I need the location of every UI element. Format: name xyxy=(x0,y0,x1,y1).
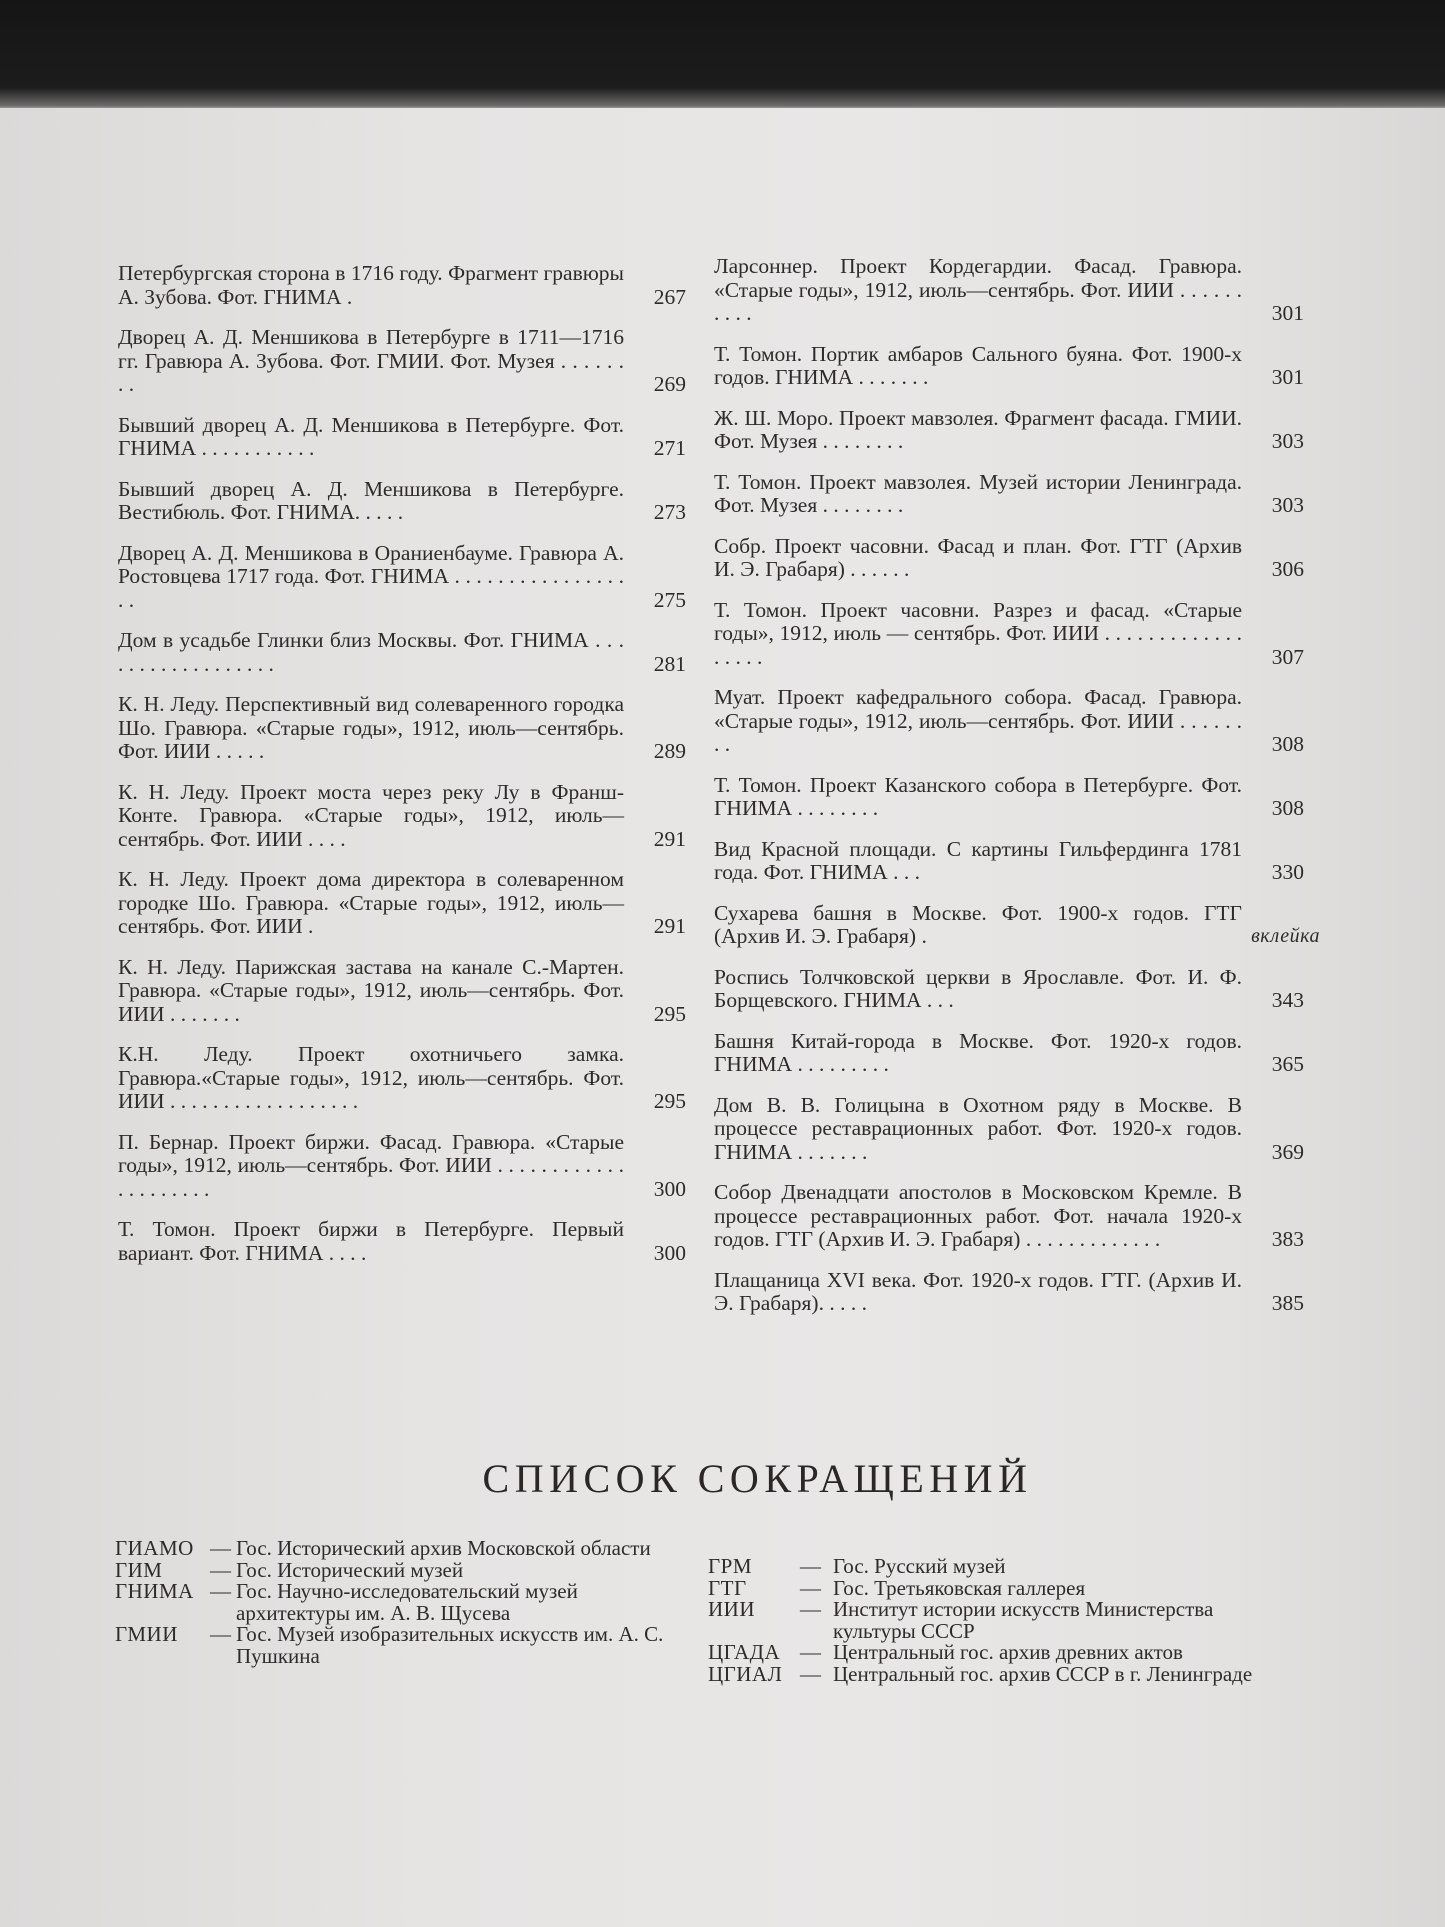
entry-page: 295 xyxy=(653,1089,686,1113)
list-item xyxy=(714,343,1304,390)
entry-text: Дом в усадьбе Глинки близ Москвы. Фот. ГНИМА . . . . . . . . . . . . . . . . . . xyxy=(118,628,624,676)
abbreviation-row xyxy=(708,1642,1298,1664)
entry-page: 273 xyxy=(653,500,686,524)
entry-text: Дворец А. Д. Меншикова в Ораниенбауме. Гравюра А. Ростовцева 1717 года. Фот. ГНИМА . . . . . . . . . . . . . . . . . . xyxy=(118,540,624,612)
entry-text: К. Н. Леду. Перспективный вид солеваренного городка Шо. Гравюра. «Старые годы», 1912, июль—сентябрь. Фот. ИИИ . . . . . xyxy=(118,692,624,763)
entry-page: 267 xyxy=(653,284,686,309)
list-item xyxy=(118,262,686,309)
abbreviation-description: Гос. Русский музей xyxy=(833,1554,1006,1578)
list-item xyxy=(714,1269,1304,1316)
entry-text: Ларсоннер. Проект Кордегардии. Фасад. Гравюра. «Старые годы», 1912, июль—сентябрь. Фот. ИИИ . . . . . . . . . . xyxy=(714,254,1242,325)
entry-text: Т. Томон. Проект мавзолея. Музей истории Ленинграда. Фот. Музея . . . . . . . . xyxy=(714,469,1242,517)
abbreviation-code: ИИИ xyxy=(708,1597,755,1621)
abbreviation-code: ГТГ xyxy=(708,1575,747,1600)
entry-text: Сухарева башня в Москве. Фот. 1900-х годов. ГТГ (Архив И. Э. Грабаря) . xyxy=(714,900,1242,948)
abbreviation-code: ГИМ xyxy=(115,1557,163,1582)
abbreviation-row xyxy=(708,1661,1298,1686)
abbreviation-row xyxy=(115,1624,675,1667)
list-item xyxy=(714,774,1304,821)
abbreviation-code: ГРМ xyxy=(708,1554,752,1578)
abbreviation-row xyxy=(115,1581,675,1624)
entry-page: 307 xyxy=(1271,644,1304,669)
list-item xyxy=(118,693,686,764)
abbreviation-code: ЦГАДА xyxy=(708,1640,781,1664)
abbreviation-description: Гос. Третьяковская галлерея xyxy=(833,1575,1086,1600)
abbreviation-row xyxy=(708,1575,1298,1600)
entry-text: Вид Красной площади. С картины Гильфердинга 1781 года. Фот. ГНИМА . . . xyxy=(714,836,1242,884)
entry-page: 303 xyxy=(1271,493,1304,517)
list-item xyxy=(714,1094,1304,1165)
abbreviation-dash: — xyxy=(800,1640,821,1664)
list-item xyxy=(714,838,1304,885)
entry-page: 365 xyxy=(1271,1052,1304,1076)
entry-page: 291 xyxy=(653,826,686,851)
abbreviation-description: Гос. Исторический музей xyxy=(236,1557,464,1582)
entry-page: 300 xyxy=(653,1176,686,1201)
abbreviation-dash: — xyxy=(210,1557,231,1582)
abbreviation-dash: — xyxy=(210,1622,231,1646)
abbreviation-code: ЦГИАЛ xyxy=(708,1661,783,1686)
entry-page: 269 xyxy=(653,372,686,396)
entry-text: Бывший дворец А. Д. Меншикова в Петербурге. Вестибюль. Фот. ГНИМА. . . . . xyxy=(118,476,624,524)
entry-page: 301 xyxy=(1271,365,1304,389)
abbreviation-row xyxy=(708,1556,1298,1578)
entry-page: 301 xyxy=(1271,301,1304,325)
list-item xyxy=(714,1030,1304,1077)
entry-text: К. Н. Леду. Проект дома директора в солеваренном городке Шо. Гравюра. «Старые годы», 1912, июль—сентябрь. Фот. ИИИ . xyxy=(118,867,624,938)
entry-text: Башня Китай-города в Москве. Фот. 1920-х годов. ГНИМА . . . . . . . . . xyxy=(714,1028,1242,1076)
entry-page: вклейка xyxy=(1251,925,1320,947)
illustrations-list-right xyxy=(714,254,1320,1333)
entry-text: К. Н. Леду. Парижская застава на канале С.-Мартен. Гравюра. «Старые годы», 1912, июль—сентябрь. Фот. ИИИ . . . . . . . xyxy=(118,954,624,1026)
entry-text: Плащаница XVI века. Фот. 1920-х годов. ГТГ. (Архив И. Э. Грабаря). . . . . xyxy=(714,1267,1242,1315)
entry-text: Ж. Ш. Моро. Проект мавзолея. Фрагмент фасада. ГМИИ. Фот. Музея . . . . . . . . xyxy=(714,405,1242,453)
list-item xyxy=(118,868,686,939)
list-item xyxy=(714,407,1304,454)
entry-text: Дворец А. Д. Меншикова в Петербурге в 1711—1716 гг. Гравюра А. Зубова. Фот. ГМИИ. Фот. Музея . . . . . . . . xyxy=(118,325,624,396)
list-item xyxy=(714,255,1304,326)
entry-page: 291 xyxy=(653,914,686,938)
entry-text: Т. Томон. Проект часовни. Разрез и фасад. «Старые годы», 1912, июль — сентябрь. Фот. ИИИ . . . . . . . . . . . . . . . . . . xyxy=(714,597,1242,669)
list-item xyxy=(118,414,686,461)
entry-text: К.Н. Леду. Проект охотничьего замка. Гравюра.«Старые годы», 1912, июль—сентябрь. Фот. ИИИ . . . . . . . . . . . . . . . . . . xyxy=(118,1042,624,1113)
book-top-edge xyxy=(0,0,1445,112)
list-item xyxy=(118,542,686,613)
list-item xyxy=(118,956,686,1027)
list-item xyxy=(714,471,1304,518)
list-item xyxy=(118,478,686,525)
entry-text: Петербургская сторона в 1716 году. Фрагмент гравюры А. Зубова. Фот. ГНИМА . xyxy=(118,261,624,309)
abbreviations-list-left xyxy=(115,1538,675,1667)
list-item xyxy=(118,326,686,397)
entry-page: 275 xyxy=(653,587,686,612)
entry-text: П. Бернар. Проект биржи. Фасад. Гравюра. «Старые годы», 1912, июль—сентябрь. Фот. ИИИ . . . . . . . . . . . . . . . . . . . . . xyxy=(118,1129,624,1201)
entry-page: 369 xyxy=(1271,1139,1304,1164)
entry-text: Муат. Проект кафедрального собора. Фасад. Гравюра. «Старые годы», 1912, июль—сентябрь. Фот. ИИИ . . . . . . . . xyxy=(714,685,1242,756)
entry-page: 295 xyxy=(653,1001,686,1026)
abbreviation-description: Гос. Исторический архив Московской области xyxy=(236,1536,651,1560)
abbreviation-dash: — xyxy=(800,1554,821,1578)
list-item xyxy=(118,1043,686,1114)
entry-text: Собор Двенадцати апостолов в Московском Кремле. В процессе реставрационных работ. Фот. начала 1920-х годов. ГТГ (Архив И. Э. Грабаря) . . . . . . . . . . . . . xyxy=(714,1180,1242,1251)
entry-page: 308 xyxy=(1271,796,1304,820)
abbreviations-list-right xyxy=(708,1556,1298,1685)
abbreviation-description: Гос. Музей изобразительных искусств им. А. С. Пушкина xyxy=(236,1622,664,1668)
entry-page: 306 xyxy=(1271,557,1304,581)
entry-page: 303 xyxy=(1271,429,1304,453)
list-item xyxy=(118,1218,686,1265)
abbreviation-row xyxy=(115,1557,675,1582)
abbreviation-dash: — xyxy=(210,1536,231,1560)
list-item xyxy=(714,599,1304,670)
abbreviation-code: ГМИИ xyxy=(115,1622,178,1646)
entry-page: 385 xyxy=(1271,1291,1304,1315)
entry-text: Т. Томон. Проект биржи в Петербурге. Первый вариант. Фот. ГНИМА . . . . xyxy=(118,1217,624,1265)
abbreviation-code: ГНИМА xyxy=(115,1579,194,1603)
list-item xyxy=(714,966,1304,1013)
entry-text: К. Н. Леду. Проект моста через реку Лу в Франш-Конте. Гравюра. «Старые годы», 1912, июль—сентябрь. Фот. ИИИ . . . . xyxy=(118,779,624,851)
entry-text: Т. Томон. Проект Казанского собора в Петербурге. Фот. ГНИМА . . . . . . . . xyxy=(714,772,1242,820)
entry-text: Бывший дворец А. Д. Меншикова в Петербурге. Фот. ГНИМА . . . . . . . . . . . xyxy=(118,412,624,460)
entry-text: Роспись Толчковской церкви в Ярославле. Фот. И. Ф. Борщевского. ГНИМА . . . xyxy=(714,964,1242,1012)
list-item xyxy=(118,629,686,676)
entry-page: 330 xyxy=(1271,860,1304,884)
illustrations-list-left xyxy=(118,262,686,1282)
abbreviation-row xyxy=(115,1538,675,1560)
list-item xyxy=(714,900,1320,949)
abbreviation-description: Центральный гос. архив древних актов xyxy=(833,1640,1183,1664)
entry-text: Собр. Проект часовни. Фасад и план. Фот. ГТГ (Архив И. Э. Грабаря) . . . . . . xyxy=(714,533,1242,581)
list-item xyxy=(714,1181,1304,1252)
abbreviation-dash: — xyxy=(210,1579,231,1603)
list-item xyxy=(714,686,1304,757)
abbreviation-description: Центральный гос. архив СССР в г. Ленинграде xyxy=(833,1661,1253,1686)
abbreviation-dash: — xyxy=(800,1597,821,1621)
list-item xyxy=(118,1131,686,1202)
abbreviations-heading: СПИСОК СОКРАЩЕНИЙ xyxy=(482,1456,1033,1501)
abbreviation-code: ГИАМО xyxy=(115,1536,194,1560)
abbreviation-dash: — xyxy=(800,1575,821,1600)
list-item xyxy=(118,781,686,852)
entry-page: 289 xyxy=(653,739,686,763)
abbreviation-dash: — xyxy=(800,1661,821,1686)
entry-page: 281 xyxy=(653,651,686,676)
abbreviation-description: Институт истории искусств Министерства культуры СССР xyxy=(833,1597,1214,1643)
entry-page: 383 xyxy=(1271,1227,1304,1251)
abbreviation-description: Гос. Научно-исследовательский музей архитектуры им. А. В. Щусева xyxy=(236,1579,578,1625)
entry-page: 271 xyxy=(653,436,686,460)
abbreviation-row xyxy=(708,1599,1298,1642)
entry-page: 300 xyxy=(653,1240,686,1265)
entry-text: Дом В. В. Голицына в Охотном ряду в Москве. В процессе реставрационных работ. Фот. 1920-х годов. ГНИМА . . . . . . . xyxy=(714,1092,1242,1164)
list-item xyxy=(714,535,1304,582)
entry-page: 308 xyxy=(1271,732,1304,756)
entry-text: Т. Томон. Портик амбаров Сального буяна. Фот. 1900-х годов. ГНИМА . . . . . . . xyxy=(714,341,1242,389)
entry-page: 343 xyxy=(1271,988,1304,1012)
